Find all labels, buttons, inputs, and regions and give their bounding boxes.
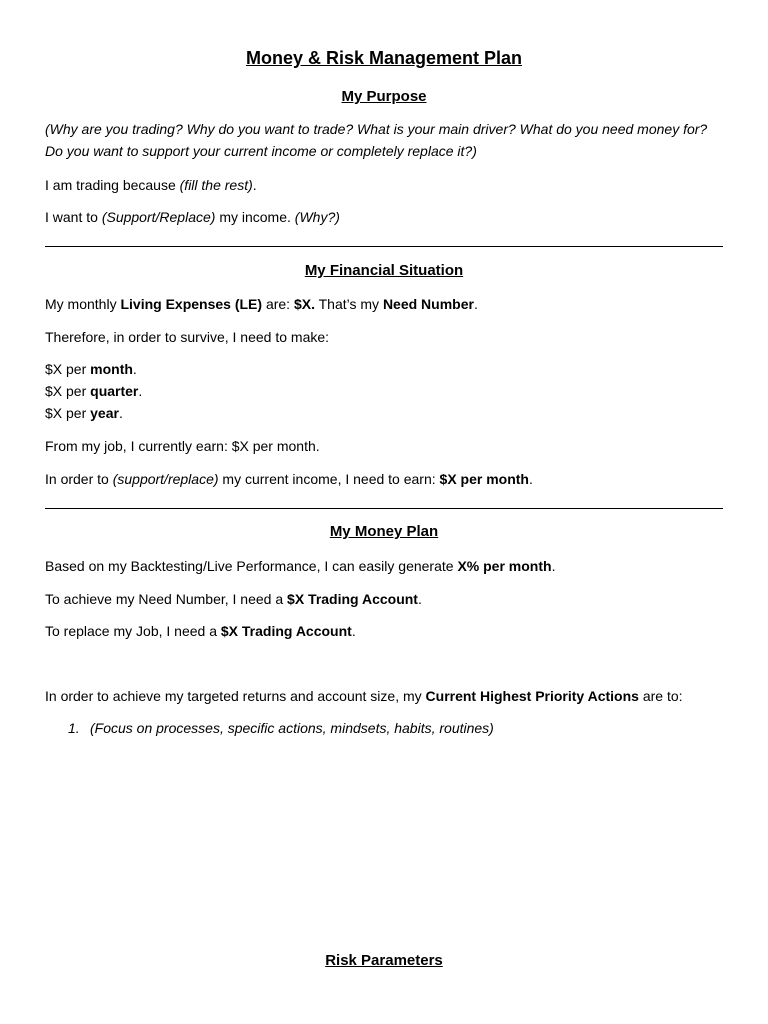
text-segment: . (351, 623, 356, 639)
text-segment-bold: Current Highest Priority Actions (425, 688, 639, 704)
text-segment: are: (262, 296, 294, 312)
financial-job-earnings: From my job, I currently earn: $X per month. (45, 438, 320, 454)
section-divider (45, 508, 723, 509)
section-heading-money-plan: My Money Plan (329, 523, 439, 540)
text-segment: My monthly (45, 296, 121, 312)
purpose-line-trading-because (45, 176, 735, 194)
text-segment-italic: (support/replace) (112, 471, 219, 487)
purpose-line-want-to (45, 208, 735, 226)
text-segment-bold: year (90, 405, 119, 421)
money-plan-replace-job (45, 622, 735, 640)
text-segment: . (473, 296, 478, 312)
text-segment-bold: $X Trading Account (220, 623, 352, 639)
text-segment-bold: month (90, 361, 133, 377)
text-segment: my current income, I need to earn: (218, 471, 440, 487)
text-segment: are to: (638, 688, 683, 704)
section-heading-purpose: My Purpose (341, 88, 427, 105)
text-segment: my income. (215, 209, 295, 225)
text-segment-italic: (Why?) (294, 209, 340, 225)
text-segment: I am trading because (45, 177, 180, 193)
list-item (68, 719, 758, 737)
text-segment: In order to achieve my targeted returns and account size, my (45, 688, 426, 704)
text-segment: To replace my Job, I need a (45, 623, 221, 639)
text-segment: In order to (45, 471, 113, 487)
text-segment: $X per (45, 383, 91, 399)
purpose-intro (45, 118, 725, 162)
text-segment-bold: Need Number (382, 296, 474, 312)
text-segment-bold: $X per month (439, 471, 529, 487)
page-title: Money & Risk Management Plan (245, 48, 523, 68)
text-segment: To achieve my Need Number, I need a (45, 591, 288, 607)
text-segment: . (132, 361, 137, 377)
list-item-text: (Focus on processes, specific actions, mindsets, habits, routines) (90, 720, 494, 736)
text-segment-bold: $X Trading Account (287, 591, 418, 607)
text-segment: $X per (45, 361, 91, 377)
financial-need-to-earn (45, 470, 735, 488)
text-segment: . (118, 405, 123, 421)
text-segment: . (529, 471, 533, 487)
text-segment-bold: Living Expenses (LE) (120, 296, 263, 312)
text-segment: . (138, 383, 143, 399)
text-segment: . (252, 177, 257, 193)
section-heading-risk-parameters: Risk Parameters (325, 952, 443, 969)
money-plan-performance (45, 557, 735, 575)
text-segment-bold: quarter (90, 383, 139, 399)
money-plan-need-account (45, 590, 735, 608)
financial-per-quarter (45, 382, 735, 400)
list-number: 1. (68, 720, 80, 736)
financial-living-expenses (45, 295, 735, 313)
text-segment-bold: X% per month (457, 558, 552, 574)
text-segment-italic: (fill the rest) (179, 177, 253, 193)
text-segment-italic: (Support/Replace) (101, 209, 216, 225)
financial-per-year (45, 404, 735, 422)
text-segment: That’s my (314, 296, 383, 312)
purpose-intro-text: (Why are you trading? Why do you want to trade? What is your main driver? What do you need money for? Do you want to support your current income or completely replace it?) (45, 121, 708, 159)
financial-survive: Therefore, in order to survive, I need to make: (45, 329, 330, 345)
section-heading-financial: My Financial Situation (304, 262, 464, 279)
text-segment: I want to (45, 209, 102, 225)
financial-per-month (45, 360, 735, 378)
text-segment-bold: $X. (293, 296, 315, 312)
money-plan-priority-actions (45, 687, 735, 705)
section-divider (45, 246, 723, 247)
text-segment: . (551, 558, 556, 574)
text-segment: . (417, 591, 422, 607)
text-segment: $X per (45, 405, 91, 421)
text-segment: Based on my Backtesting/Live Performance, I can easily generate (45, 558, 458, 574)
